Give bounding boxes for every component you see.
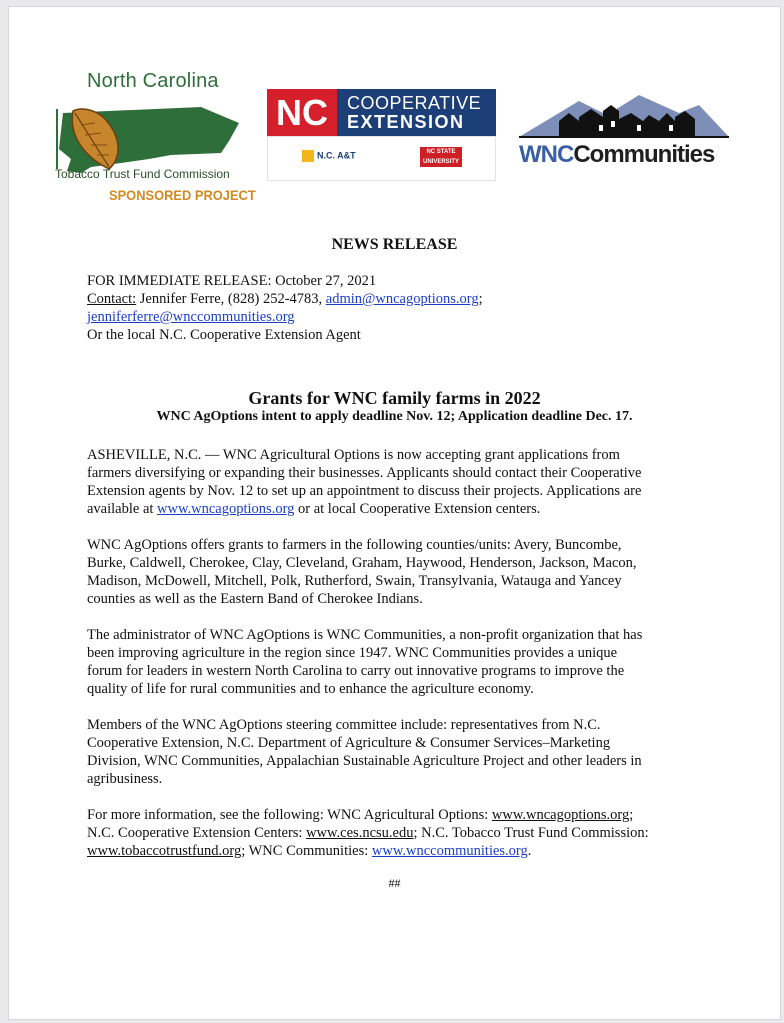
ncstate-partner-logo — [420, 147, 462, 167]
p2-line2: Burke, Caldwell, Cherokee, Clay, Cleveland, Graham, Haywood, Henderson, Jackson, Macon, — [87, 555, 637, 571]
p5-line3-end: . — [527, 843, 532, 859]
ncstate-sublabel: UNIVERSITY — [422, 159, 459, 165]
end-mark: ## — [388, 876, 401, 890]
p2-line1: WNC AgOptions offers grants to farmers in the following counties/units: Avery, Buncombe, — [87, 537, 622, 553]
contact-label: Contact: — [87, 291, 137, 307]
nc-logo-subtitle: Tobacco Trust Fund Commission — [55, 167, 230, 181]
p5-line2 — [87, 824, 649, 842]
p3-line1: The administrator of WNC AgOptions is WNC Communities, a non-profit organization that has — [87, 627, 643, 643]
p4-line1: Members of the WNC AgOptions steering committee include: representatives from N.C. — [87, 717, 601, 733]
p2-line4: counties as well as the Eastern Band of Cherokee Indians. — [87, 591, 423, 607]
p4-line4: agribusiness. — [87, 771, 163, 787]
wnc-logo-part1: WNC — [519, 141, 574, 168]
ncat-label: N.C. A&T — [317, 150, 356, 161]
news-release-heading: NEWS RELEASE — [331, 236, 458, 253]
nc-tobacco-trust-fund-logo — [51, 70, 256, 211]
p5-line1-start: For more information, see the following: WNC Agricultural Options: — [87, 807, 492, 823]
p5-line3 — [87, 842, 531, 860]
p1-line1: ASHEVILLE, N.C. — WNC Agricultural Options is now accepting grant applications from — [87, 447, 620, 463]
nc-cooperative-extension-logo — [267, 89, 496, 181]
p1-line3: Extension agents by Nov. 12 to set up an appointment to discuss their projects. Applications are — [87, 483, 642, 499]
p2-line3: Madison, McDowell, Mitchell, Polk, Rutherford, Swain, Transylvania, Watauga and Yancey — [87, 573, 622, 589]
p4-line2: Cooperative Extension, N.C. Department of Agriculture & Consumer Services–Marketing — [87, 735, 611, 751]
coop-nc-mark: NC — [267, 89, 337, 136]
mountain-village-icon — [519, 91, 729, 139]
p5-line2-end: ; N.C. Tobacco Trust Fund Commission: — [413, 825, 649, 841]
p1-line4 — [87, 500, 540, 518]
wnc-logo-part2: Communities — [573, 141, 715, 168]
ncstate-label: NC STATE — [426, 149, 456, 155]
coop-partners — [267, 136, 496, 181]
contact-email2-line — [87, 308, 295, 326]
p1-line4-start: available at — [87, 501, 158, 517]
ces-ncsu-link[interactable]: www.ces.ncsu.edu — [306, 825, 414, 841]
p5-line2-start: N.C. Cooperative Extension Centers: — [87, 825, 307, 841]
wnccommunities-link[interactable]: www.wnccommunities.org — [371, 843, 528, 859]
contact-email-link[interactable]: admin@wncagoptions.org — [325, 291, 479, 307]
p5-line1 — [87, 806, 633, 824]
p1-line2: farmers diversifying or expanding their businesses. Applicants should contact their Cooperative — [87, 465, 642, 481]
p1-line4-end: or at local Cooperative Extension centers. — [294, 501, 541, 517]
p3-line4: quality of life for rural communities and to enhance the agriculture economy. — [87, 681, 534, 697]
coop-word-cooperative: COOPERATIVE — [347, 93, 482, 113]
p5-line1-end: ; — [629, 807, 634, 823]
wnc-communities-logo — [516, 91, 736, 181]
ncat-mark-icon — [302, 150, 314, 162]
contact-line — [87, 290, 483, 308]
ncat-partner-logo — [302, 150, 356, 162]
p3-line3: forum for leaders in western North Carolina to carry out innovative programs to improve the — [87, 663, 625, 679]
nc-logo-title: North Carolina — [87, 70, 219, 92]
nc-logo-tagline: SPONSORED PROJECT — [109, 187, 256, 203]
wncagoptions-info-link[interactable]: www.wncagoptions.org — [491, 807, 630, 823]
tobaccotrustfund-link[interactable]: www.tobaccotrustfund.org — [87, 843, 242, 859]
local-agent-line: Or the local N.C. Cooperative Extension Agent — [87, 327, 361, 343]
p3-line2: been improving agriculture in the region since 1947. WNC Communities provides a unique — [87, 645, 618, 661]
article-title: Grants for WNC family farms in 2022 — [248, 388, 541, 408]
document-page — [8, 6, 781, 1020]
article-subtitle: WNC AgOptions intent to apply deadline Nov. 12; Application deadline Dec. 17. — [156, 409, 633, 424]
contact-email2-link[interactable]: jenniferferre@wnccommunities.org — [87, 309, 295, 325]
p4-line3: Division, WNC Communities, Appalachian Sustainable Agriculture Project and other leaders in — [87, 753, 642, 769]
contact-separator: ; — [478, 291, 483, 307]
contact-text: Jennifer Ferre, (828) 252-4783, — [136, 291, 326, 307]
coop-word-extension: EXTENSION — [347, 112, 465, 132]
coop-banner — [267, 89, 496, 136]
release-date-line: FOR IMMEDIATE RELEASE: October 27, 2021 — [87, 273, 377, 289]
wncagoptions-link[interactable]: www.wncagoptions.org — [157, 501, 295, 517]
wnc-logo-wordmark — [519, 141, 714, 169]
p5-line3-middle: ; WNC Communities: — [241, 843, 372, 859]
